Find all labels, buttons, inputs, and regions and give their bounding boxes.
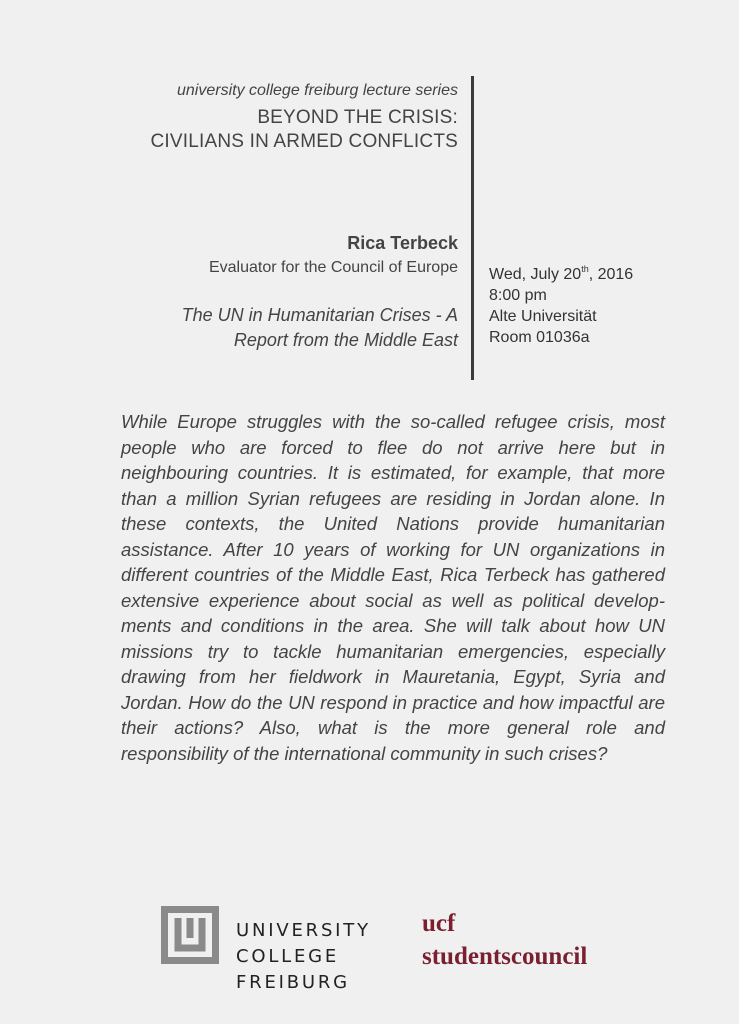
series-title-line-1: BEYOND THE CRISIS: [257,107,458,128]
university-logo-icon [161,906,219,964]
series-title-line-2: CIVILIANS IN ARMED CONFLICTS [150,131,458,152]
studentscouncil-label: studentscouncil [422,943,588,970]
speaker-role: Evaluator for the Council of Europe [208,259,458,276]
university-name-line-1: UNIVERSITY [236,920,371,941]
university-name-line-2: COLLEGE [236,946,340,967]
talk-title-line-2: Report from the Middle East [233,330,458,350]
speaker-name: Rica Terbeck [347,233,458,253]
event-venue: Alte Universität [489,308,597,325]
event-room: Room 01036a [489,329,590,346]
ucf-label: ucf [422,910,456,937]
event-date-year: , 2016 [588,266,634,283]
event-time: 8:00 pm [489,287,547,304]
vertical-divider [471,76,474,380]
series-title [150,106,458,154]
talk-title-line-1: The UN in Humanitarian Crises - A [181,305,458,325]
university-name-line-3: FREIBURG [236,972,350,993]
event-date-ordinal: th [581,264,589,274]
event-description: While Europe struggles with the so-called refugee crisis, most people who are forced to flee do not arrive here but in neighbouring countries. It is estimated, for example, that more than a million Syrian refugees are residing in Jordan alone. In these contexts, the United Nations provide humanitarian assistance. After 10 years of working for UN organizations in different countries of the Middle East, Rica Terbeck has gathered extensive experience about social as well as political developments and conditions in the area. She will talk about how UN missions try to tackle humanitarian emergencies, especially drawing from her fieldwork in Mauretania, Egypt, Syria and Jordan. How do the UN respond in practice and how impactful are their actions? Also, what is the more general role and responsibility of the international community in such crises? [121,411,665,764]
event-date [489,264,633,285]
event-date-main: Wed, July 20 [489,266,582,283]
event-details [489,264,633,348]
students-council-logo [422,907,587,973]
lecture-series-label: university college freiburg lecture series [176,82,458,99]
university-name [236,918,371,996]
talk-title [182,303,458,353]
